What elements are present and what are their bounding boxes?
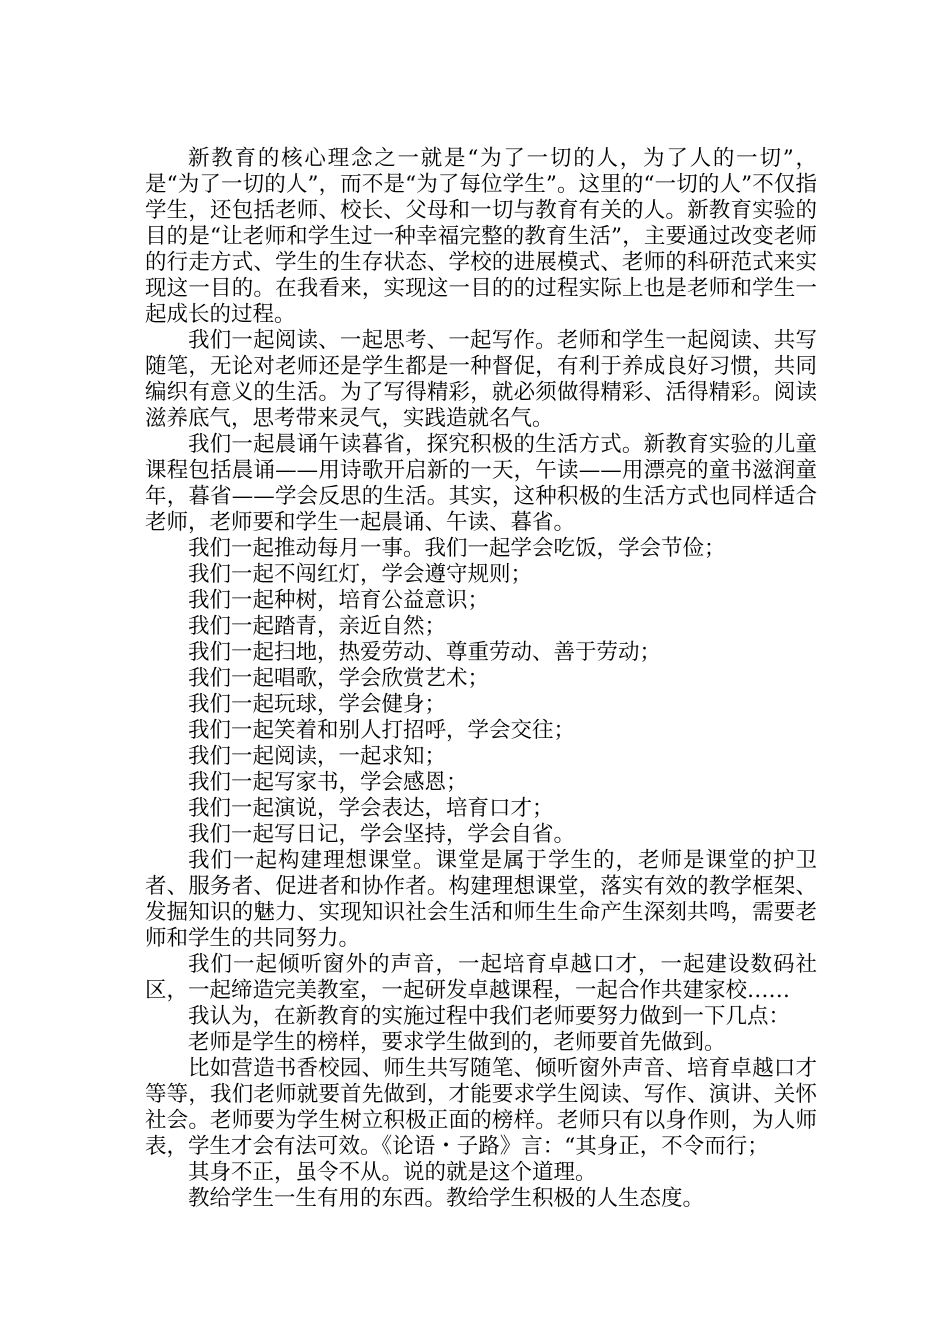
paragraph: 我们一起玩球，学会健身； [188,692,447,717]
paragraph: 我认为，在新教育的实施过程中我们老师要努力做到一下几点： [188,1004,791,1029]
paragraph: 新教育的核心理念之一就是“为了一切的人，为了人的一切”，是“为了一切的人”，而不是“为了每位学生”。这里的“一切的人”不仅指学生，还包括老师、校长、父母和一切与教育有关的人。新教育实验的目的是“让老师和学生过一种幸福完整的教育生活”，主要通过改变老师的行走方式、学生的生存状态、学校的进展模式、老师的科研范式来实现这一目的。在我看来，实现这一目的的过程实际上也是老师和学生一起成长的过程。 [145,146,817,327]
paragraph: 我们一起阅读、一起思考、一起写作。老师和学生一起阅读、共写随笔，无论对老师还是学生都是一种督促，有利于养成良好习惯，共同编织有意义的生活。为了写得精彩，就必须做得精彩、活得精彩。阅读滋养底气，思考带来灵气，实践造就名气。 [145,328,817,431]
paragraph: 我们一起推动每月一事。我们一起学会吃饭，学会节俭； [188,536,726,561]
paragraph: 我们一起笑着和别人打招呼，学会交往； [188,718,576,743]
document-body [145,146,817,1212]
paragraph: 比如营造书香校园、师生共写随笔、倾听窗外声音、培育卓越口才等等，我们老师就要首先做到，才能要求学生阅读、写作、演讲、关怀社会。老师要为学生树立积极正面的榜样。老师只有以身作则，为人师表，学生才会有法可效。《论语・子路》言：“其身正，不令而行； [145,1056,817,1159]
paragraph: 我们一起种树，培育公益意识； [188,588,490,613]
paragraph: 老师是学生的榜样，要求学生做到的，老师要首先做到。 [188,1030,726,1055]
paragraph: 我们一起倾听窗外的声音，一起培育卓越口才，一起建设数码社区，一起缔造完美教室，一起研发卓越课程，一起合作共建家校…… [145,952,817,1003]
paragraph: 我们一起写日记，学会坚持，学会自省。 [188,822,576,847]
paragraph: 我们一起踏青，亲近自然； [188,614,447,639]
paragraph: 我们一起晨诵午读暮省，探究积极的生活方式。新教育实验的儿童课程包括晨诵——用诗歌开启新的一天，午读——用漂亮的童书滋润童年，暮省——学会反思的生活。其实，这种积极的生活方式也同样适合老师，老师要和学生一起晨诵、午读、暮省。 [145,432,817,535]
paragraph: 教给学生一生有用的东西。教给学生积极的人生态度。 [188,1186,705,1211]
paragraph: 我们一起扫地，热爱劳动、尊重劳动、善于劳动； [188,640,662,665]
paragraph: 其身不正，虽令不从。说的就是这个道理。 [188,1160,597,1185]
paragraph: 我们一起构建理想课堂。课堂是属于学生的，老师是课堂的护卫者、服务者、促进者和协作者。构建理想课堂，落实有效的教学框架、发掘知识的魅力、实现知识社会生活和师生生命产生深刻共鸣，需要老师和学生的共同努力。 [145,848,817,951]
paragraph: 我们一起唱歌，学会欣赏艺术； [188,666,490,691]
paragraph: 我们一起阅读，一起求知； [188,744,447,769]
paragraph: 我们一起演说，学会表达，培育口才； [188,796,554,821]
paragraph: 我们一起不闯红灯，学会遵守规则； [188,562,533,587]
paragraph: 我们一起写家书，学会感恩； [188,770,468,795]
